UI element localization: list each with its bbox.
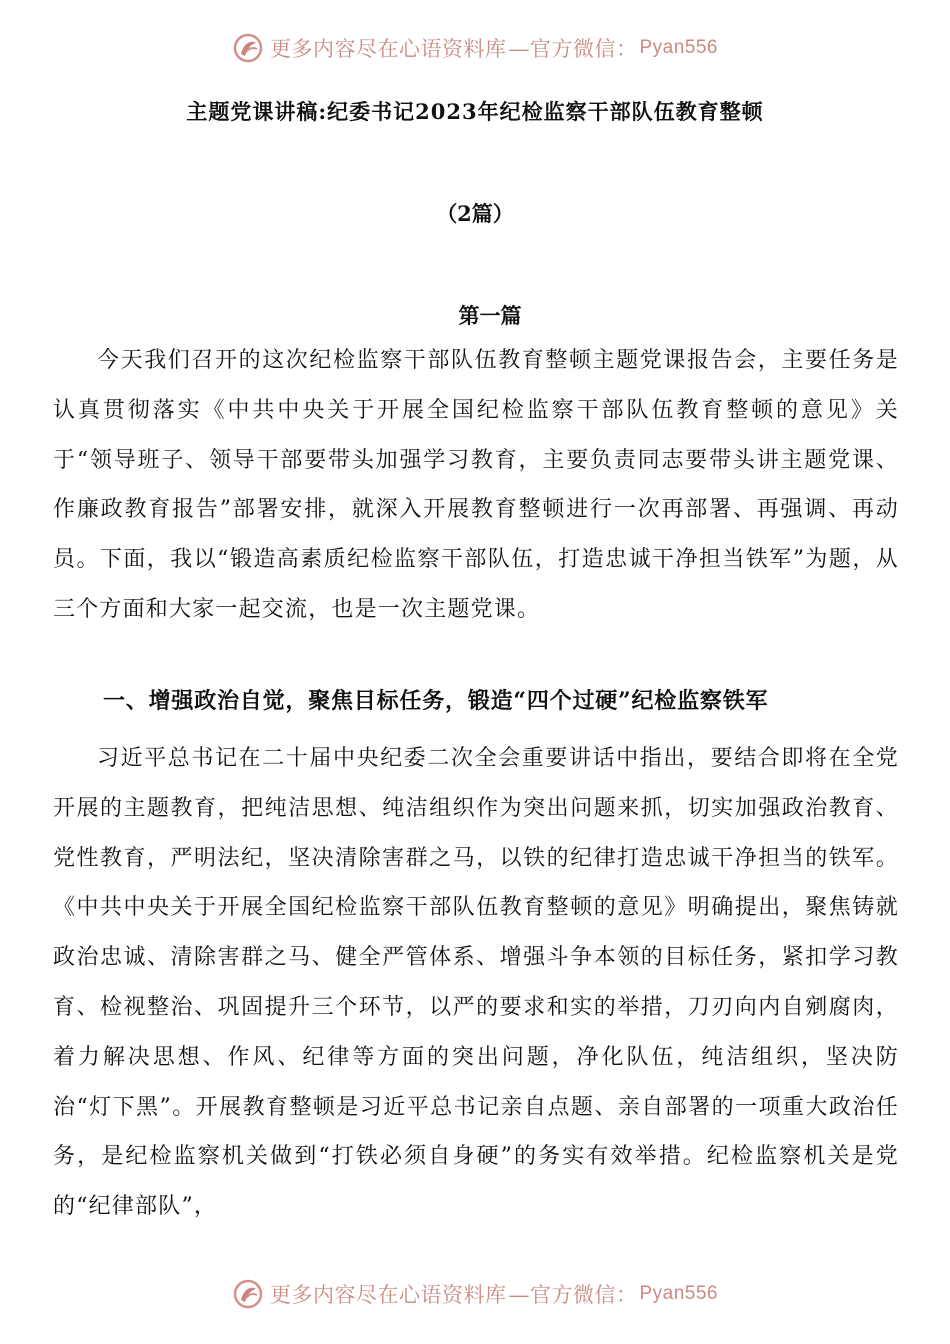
logo-icon: [232, 1278, 264, 1310]
paragraph-intro: 今天我们召开的这次纪检监察干部队伍教育整顿主题党课报告会，主要任务是认真贯彻落实《中共中央关于开展全国纪检监察干部队伍教育整顿的意见》关于“领导班子、领导干部要带头加强学习教育，主要负责同志要带头讲主题党课、作廉政教育报告”部署安排，就深入开展教育整顿进行一次再部署、再强调、再动员。下面，我以“锻造高素质纪检监察干部队伍，打造忠诚干净担当铁军”为题，从三个方面和大家一起交流，也是一次主题党课。: [53, 348, 899, 622]
paragraph-section-one: 习近平总书记在二十届中央纪委二次全会重要讲话中指出，要结合即将在全党开展的主题教育，把纯洁思想、纯洁组织作为突出问题来抓，切实加强政治教育、党性教育，严明法纪，坚决清除害群之马，以铁的纪律打造忠诚干净担当的铁军。《中共中央关于开展全国纪检监察干部队伍教育整顿的意见》明确提出，聚焦铸就政治忠诚、清除害群之马、健全严管体系、增强斗争本领的目标任务，紧扣学习教育、检视整治、巩固提升三个环节，以严的要求和实的举措，刀刃向内自剜腐肉，着力解决思想、作风、纪律等方面的突出问题，净化队伍，纯洁组织，坚决防治“灯下黑”。开展教育整顿是习近平总书记亲自点题、亲自部署的一项重大政治任务，是纪检监察机关做到“打铁必须自身硬”的务实有效举措。纪检监察机关是党的“纪律部队”，: [53, 746, 899, 1220]
heading-section-one: 一、增强政治自觉，聚焦目标任务，锻造“四个过硬”纪检监察铁军: [103, 688, 769, 714]
watermark-footer: [0, 1274, 950, 1314]
watermark-header: [0, 28, 950, 68]
watermark-separator: —官方微信：: [508, 1283, 638, 1307]
logo-icon: [232, 32, 264, 64]
document-subtitle: （2篇）: [436, 201, 514, 226]
section-title: 第一篇: [458, 303, 522, 328]
watermark-wechat: Pyan556: [639, 1283, 718, 1304]
watermark-separator: —官方微信：: [508, 37, 638, 61]
document-title: 主题党课讲稿:纪委书记2023年纪检监察干部队伍教育整顿: [186, 99, 764, 124]
watermark-text: 更多内容尽在心语资料库: [269, 1283, 507, 1307]
watermark-text: 更多内容尽在心语资料库: [269, 37, 507, 61]
watermark-wechat: Pyan556: [639, 37, 718, 58]
